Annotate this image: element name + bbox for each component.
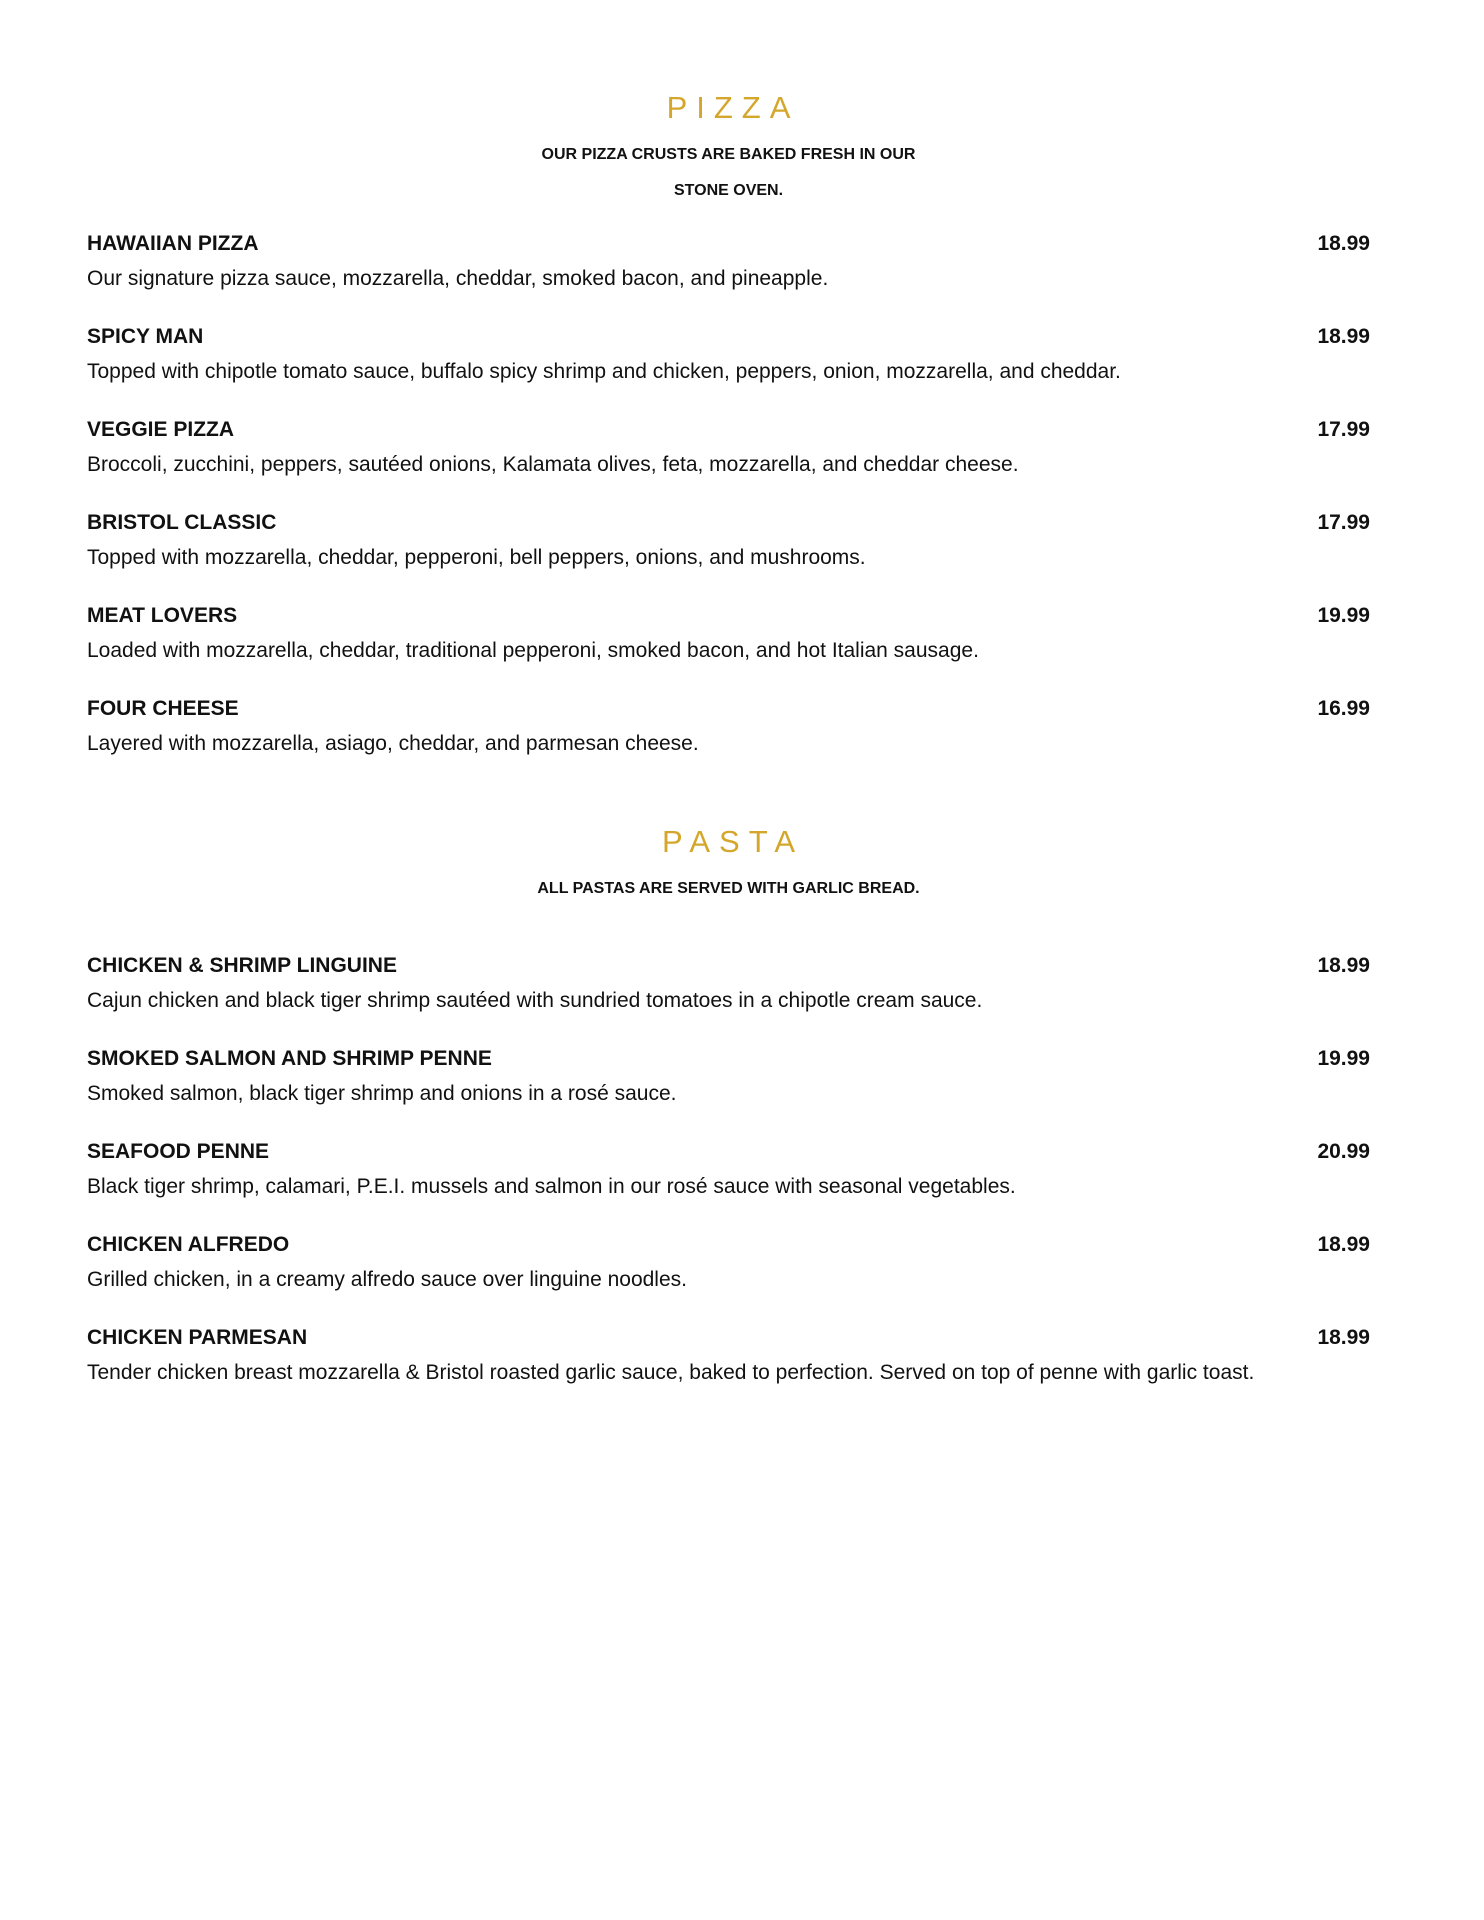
pasta-note: ALL PASTAS ARE SERVED WITH GARLIC BREAD. <box>537 880 920 897</box>
item-description: Grilled chicken, in a creamy alfredo sauce over linguine noodles. <box>87 1268 687 1291</box>
menu-item <box>87 598 1370 691</box>
pizza-note-line-2: STONE OVEN. <box>673 182 784 199</box>
pizza-header <box>87 86 1370 226</box>
item-description: Tender chicken breast mozzarella & Bristol roasted garlic sauce, baked to perfection. Served on top of penne with garlic toast. <box>87 1361 1255 1384</box>
item-description: Black tiger shrimp, calamari, P.E.I. mussels and salmon in our rosé sauce with seasonal vegetables. <box>87 1175 1016 1198</box>
item-name: SEAFOOD PENNE <box>87 1140 270 1163</box>
item-name: MEAT LOVERS <box>87 604 238 627</box>
item-price: 19.99 <box>1317 604 1370 627</box>
item-name: FOUR CHEESE <box>87 697 239 720</box>
item-price: 16.99 <box>1317 697 1370 720</box>
pasta-section <box>87 820 1370 1413</box>
item-description: Layered with mozzarella, asiago, cheddar, and parmesan cheese. <box>87 732 699 755</box>
item-price: 18.99 <box>1317 1326 1370 1349</box>
item-description: Smoked salmon, black tiger shrimp and onions in a rosé sauce. <box>87 1082 677 1105</box>
menu-item <box>87 691 1370 784</box>
item-description: Topped with chipotle tomato sauce, buffalo spicy shrimp and chicken, peppers, onion, mozzarella, and cheddar. <box>87 360 1121 383</box>
item-name: BRISTOL CLASSIC <box>87 511 277 534</box>
item-name: SPICY MAN <box>87 325 204 348</box>
pizza-item-list <box>87 226 1370 784</box>
item-name: CHICKEN PARMESAN <box>87 1326 308 1349</box>
menu-item <box>87 412 1370 505</box>
item-price: 20.99 <box>1317 1140 1370 1163</box>
pasta-item-list <box>87 948 1370 1413</box>
pizza-title: PIZZA <box>666 90 800 125</box>
item-price: 17.99 <box>1317 511 1370 534</box>
menu-item <box>87 1134 1370 1227</box>
item-description: Cajun chicken and black tiger shrimp sautéed with sundried tomatoes in a chipotle cream sauce. <box>87 989 983 1012</box>
menu-item <box>87 505 1370 598</box>
menu-item <box>87 1320 1370 1413</box>
item-description: Topped with mozzarella, cheddar, pepperoni, bell peppers, onions, and mushrooms. <box>87 546 866 569</box>
item-name: HAWAIIAN PIZZA <box>87 232 259 255</box>
item-name: SMOKED SALMON AND SHRIMP PENNE <box>87 1047 492 1070</box>
menu-item <box>87 319 1370 412</box>
menu-item <box>87 1227 1370 1320</box>
item-name: CHICKEN & SHRIMP LINGUINE <box>87 954 397 977</box>
item-description: Our signature pizza sauce, mozzarella, cheddar, smoked bacon, and pineapple. <box>87 267 829 290</box>
pasta-title: PASTA <box>661 824 805 859</box>
item-price: 18.99 <box>1317 1233 1370 1256</box>
menu-item <box>87 1041 1370 1134</box>
item-price: 19.99 <box>1317 1047 1370 1070</box>
item-description: Loaded with mozzarella, cheddar, traditional pepperoni, smoked bacon, and hot Italian sausage. <box>87 639 979 662</box>
menu-item <box>87 226 1370 319</box>
pasta-header <box>87 820 1370 948</box>
pizza-section <box>87 86 1370 784</box>
item-name: CHICKEN ALFREDO <box>87 1233 290 1256</box>
pizza-note-line-1: OUR PIZZA CRUSTS ARE BAKED FRESH IN OUR <box>541 146 916 163</box>
item-price: 18.99 <box>1317 954 1370 977</box>
item-price: 18.99 <box>1317 325 1370 348</box>
menu-item <box>87 948 1370 1041</box>
item-name: VEGGIE PIZZA <box>87 418 235 441</box>
item-price: 18.99 <box>1317 232 1370 255</box>
item-description: Broccoli, zucchini, peppers, sautéed onions, Kalamata olives, feta, mozzarella, and cheddar cheese. <box>87 453 1019 476</box>
item-price: 17.99 <box>1317 418 1370 441</box>
